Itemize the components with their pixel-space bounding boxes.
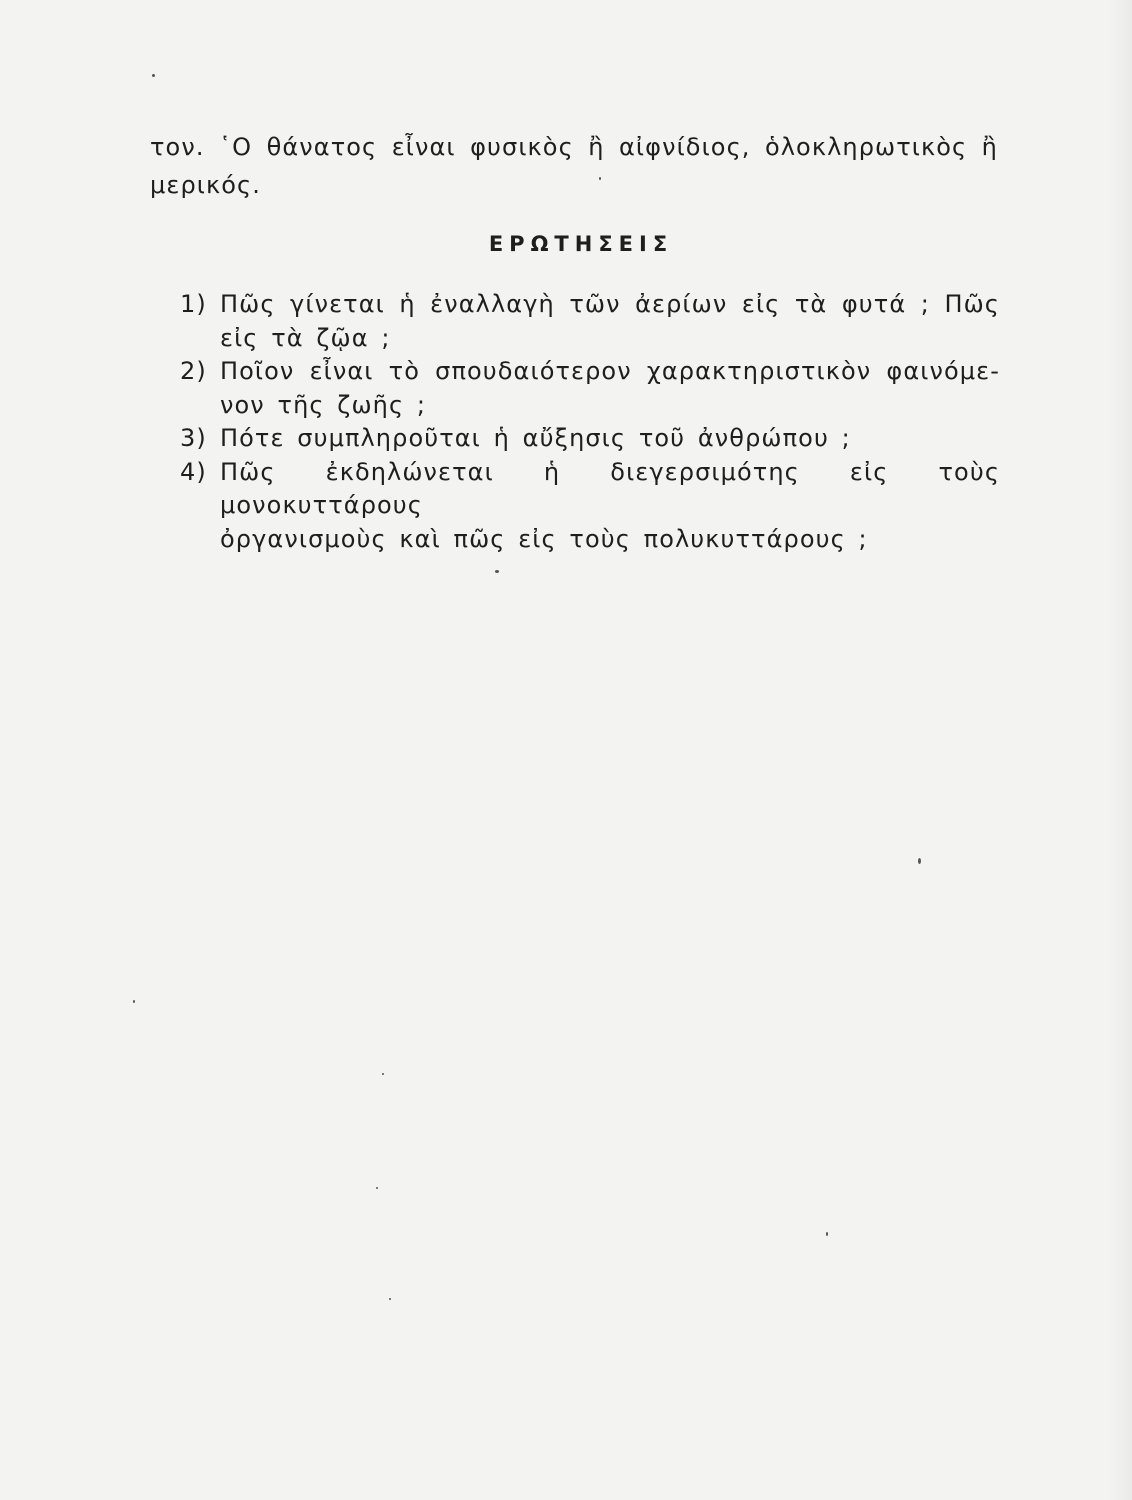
question-number: 4) [180,457,207,486]
question-item [180,355,1000,422]
question-item [180,288,1000,355]
question-line-2: ὀργανισμοὺς καὶ πῶς εἰς τοὺς πολυκυττάρους ; [220,524,868,553]
scan-speck [599,177,601,180]
page-edge-shadow [1110,0,1132,1500]
question-number: 1) [180,290,207,318]
question-number: 3) [180,424,207,452]
scan-speck [918,858,921,864]
scan-speck [389,1298,391,1300]
question-line-1: Ποῖον εἶναι τὸ σπουδαιότερον χαρακτηριστικὸν φαινόμε- [220,357,1000,385]
question-number: 2) [180,357,207,385]
scan-speck [133,1000,135,1003]
intro-paragraph [150,128,998,204]
question-line-1: Πῶς γίνεται ἡ ἐναλλαγὴ τῶν ἀερίων εἰς τὰ φυτά ; Πῶς [220,290,1000,318]
question-line-1: Πότε συμπληροῦται ἡ αὔξησις τοῦ ἀνθρώπου ; [220,424,851,452]
question-item [180,422,1000,456]
questions-heading: ΕΡΩΤΗΣΕΙΣ [488,232,674,256]
scan-speck [382,1073,384,1075]
question-line-1: Πῶς ἐκδηλώνεται ἡ διεγερσιμότης εἰς τοὺς μονοκυττάρους [220,457,1000,519]
intro-line-2: μερικός. [150,171,261,199]
scan-speck [376,1187,378,1189]
question-text [220,456,1000,557]
scan-speck [826,1232,828,1236]
intro-line-1: τον. ῾Ο θάνατος εἶναι φυσικὸς ἢ αἰφνίδιος, ὁλοκληρωτικὸς ἢ [150,133,998,161]
question-text [220,422,1000,456]
question-line-2: νον τῆς ζωῆς ; [220,390,427,419]
question-text [220,355,1000,422]
question-item [180,456,1000,557]
scan-speck [152,74,155,77]
question-line-2: εἰς τὰ ζῷα ; [220,323,391,352]
question-text [220,288,1000,355]
scan-speck [495,570,499,573]
questions-list [180,288,1000,556]
